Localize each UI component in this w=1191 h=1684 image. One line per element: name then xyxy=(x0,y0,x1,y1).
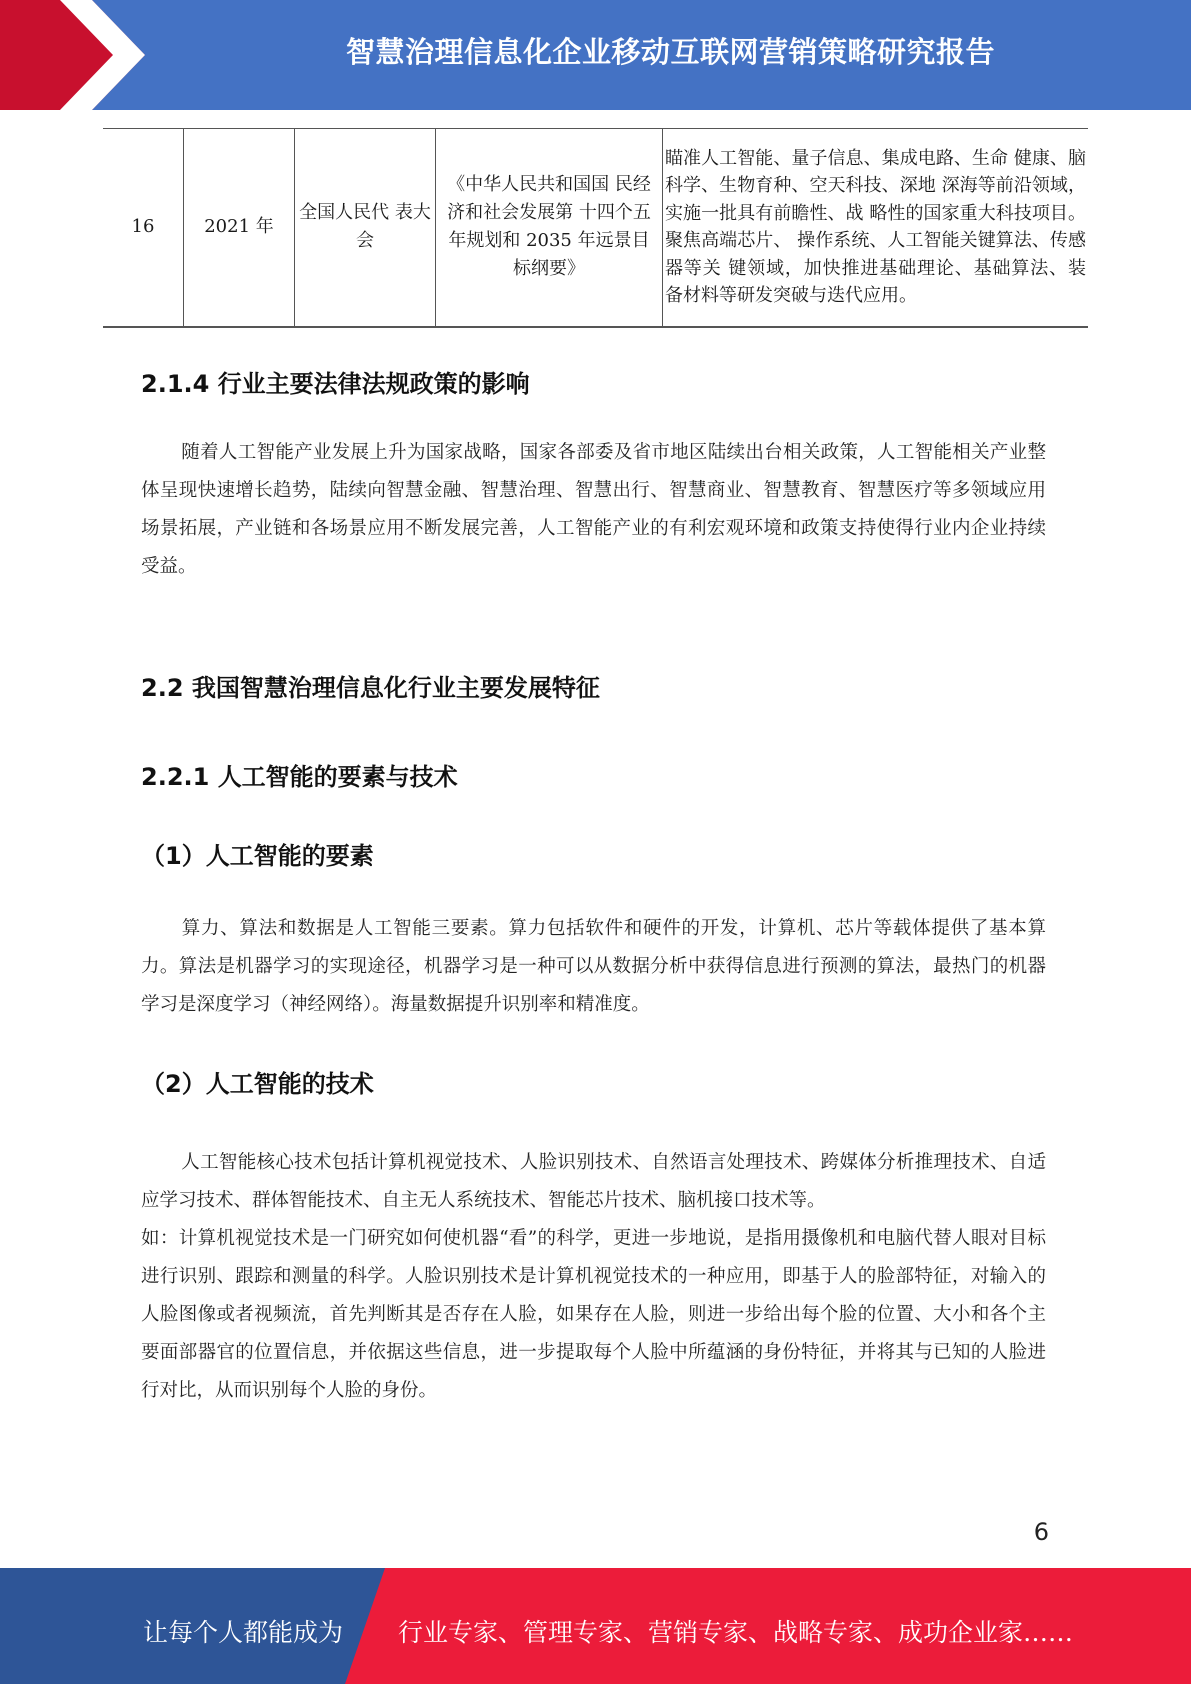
row-number: 16 xyxy=(103,129,184,327)
row-organization: 全国人民代 表大会 xyxy=(295,129,436,327)
report-title: 智慧治理信息化企业移动互联网营销策略研究报告 xyxy=(345,35,995,69)
paragraph-ai-technology-example: 如：计算机视觉技术是一门研究如何使机器“看”的科学，更进一步地说，是指用摄像机和电脑代替人眼对目标进行识别、跟踪和测量的科学。人脸识别技术是计算机视觉技术的一种应用，即基于人的脸部特征，对输入的人脸图像或者视频流，首先判断其是否存在人脸，如果存在人脸，则进一步给出每个脸的位置、大小和各个主要面部器官的位置信息，并依据这些信息，进一步提取每个人脸中所蕴涵的身份特征，并将其与已知的人脸进行对比，从而识别每个人脸的身份。 xyxy=(141,1228,1046,1401)
page-header xyxy=(0,0,1191,110)
paragraph-text: 随着人工智能产业发展上升为国家战略，国家各部委及省市地区陆续出台相关政策，人工智能相关产业整体呈现快速增长趋势，陆续向智慧金融、智慧治理、智慧出行、智慧商业、智慧教育、智慧医疗等多领域应用场景拓展，产业链和各场景应用不断发展完善，人工智能产业的有利宏观环境和政策支持使得行业内企业持续受益。 xyxy=(141,442,1046,577)
row-content: 瞄准人工智能、量子信息、集成电路、生命 健康、脑科学、生物育种、空天科技、深地 深海等前沿领域，实施一批具有前瞻性、战 略性的国家重大科技项目。聚焦高端芯片、 操作系统、人工智能关键算法、传感器等关 键领域，加快推进基础理论、基础算法、装 备材料等研发突破与迭代应用。 xyxy=(663,129,1089,327)
page-number: 6 xyxy=(1033,1518,1049,1546)
row-year: 2021 年 xyxy=(184,129,295,327)
page-footer xyxy=(0,1568,1191,1684)
paragraph-policy-impact xyxy=(141,434,1046,586)
paragraph-ai-elements xyxy=(141,910,1046,1024)
footer-slogan-left: 让每个人都能成为 xyxy=(143,1618,344,1647)
subheading-ai-technology: （2）人工智能的技术 xyxy=(141,1070,374,1098)
paragraph-ai-technology xyxy=(141,1144,1046,1220)
table-row xyxy=(103,129,1088,327)
paragraph-text: 算力、算法和数据是人工智能三要素。算力包括软件和硬件的开发，计算机、芯片等载体提供了基本算力。算法是机器学习的实现途径，机器学习是一种可以从数据分析中获得信息进行预测的算法，最热门的机器学习是深度学习（神经网络）。海量数据提升识别率和精准度。 xyxy=(141,918,1046,1015)
paragraph-text: 人工智能核心技术包括计算机视觉技术、人脸识别技术、自然语言处理技术、跨媒体分析推理技术、自适应学习技术、群体智能技术、自主无人系统技术、智能芯片技术、脑机接口技术等。 xyxy=(141,1152,1046,1211)
footer-slogan-right: 行业专家、管理专家、营销专家、战略专家、成功企业家…… xyxy=(398,1618,1074,1647)
row-document: 《中华人民共和国国 民经济和社会发展第 十四个五年规划和 2035 年远景目标纲要》 xyxy=(436,129,663,327)
policy-table xyxy=(103,128,1088,328)
subheading-ai-elements: （1）人工智能的要素 xyxy=(141,842,374,870)
section-heading-2-1-4: 2.1.4 行业主要法律法规政策的影响 xyxy=(141,370,530,398)
section-heading-2-2: 2.2 我国智慧治理信息化行业主要发展特征 xyxy=(141,674,600,702)
section-heading-2-2-1: 2.2.1 人工智能的要素与技术 xyxy=(141,763,458,791)
